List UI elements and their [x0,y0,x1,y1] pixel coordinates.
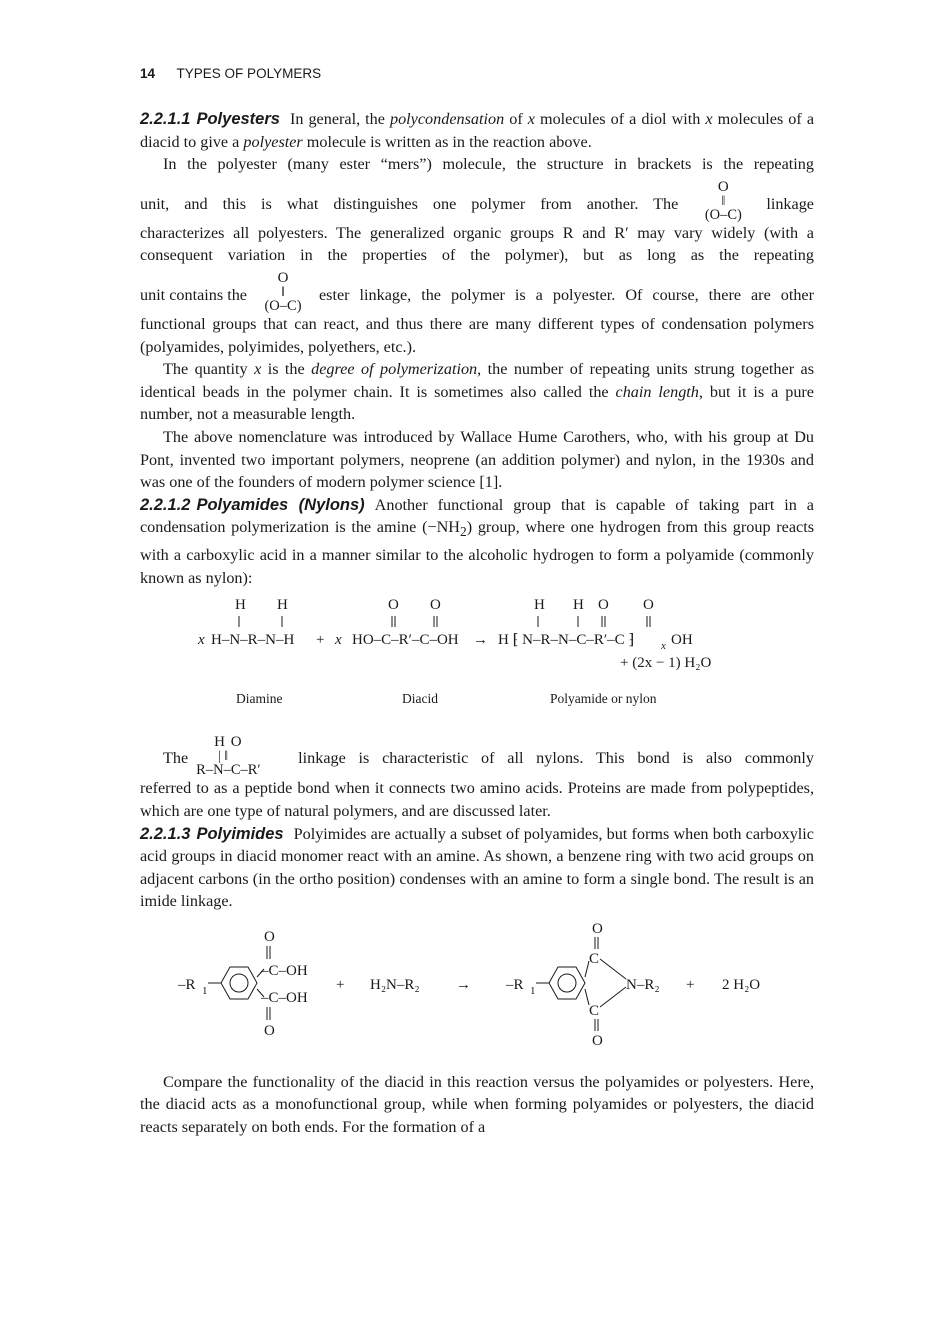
diacid-chain: HO–C–R′–C–OH [352,632,459,649]
polyesters-linkage-line: unit, and this is what distinguishes one polymer from another. The O ‖ (O–C) linkage [140,178,814,223]
polyesters-paragraph-2-continued: characterizes all polyesters. The generalized organic groups R and R′ may vary widely (with a consequent variation in the properties of the polymer), but as long as the repeating [140,223,814,265]
imide-n-r2: N–R₂ [626,976,660,993]
reaction-arrow: → [473,632,488,649]
section-heading-polyimides: 2.2.1.3 Polyimides [140,824,284,843]
product-subscript-x: x [661,640,666,653]
polyesters-paragraph-2-end: functional groups that can react, and thus there are many different types of condensation polymers (polyamides, polyimides, polyethers, etc.). [140,314,814,356]
page-body [140,108,814,1139]
reactant-r1-subscript: 1 [202,984,208,997]
label-diamine: Diamine [236,691,283,707]
imide-c-lower: C [589,1002,600,1019]
label-diacid: Diacid [402,691,438,707]
carboxyl-group-lower: –C–OH [261,989,308,1006]
amide-linkage-formula: H O | ‖ R–N–C–R′ [196,734,261,779]
product-r1: –R [506,976,524,993]
amide-linkage-line: The H O | ‖ R–N–C–R′ linkage is characteristic of all nylons. This bond is also commonly [163,734,814,779]
polyesters-paragraph-4: The above nomenclature was introduced by Wallace Hume Carothers, who, with his group at Du Pont, invented two important polymers, neoprene (an addition polymer) and nylon, in the 1930s and was one of the founders of modern polymer science [1]. [140,427,814,492]
ester-linkage-formula-2: O ‖ (O–C) [264,269,302,314]
product-h-1: H [534,597,545,614]
benzene-ring-product [549,967,585,999]
product-o-2: O [643,597,654,614]
plus-sign: + [316,632,325,649]
product-h-2: H [573,597,584,614]
diacid-o-1: O [388,597,399,614]
polyimide-reaction-equation [140,919,814,1051]
carboxyl-group-upper: –C–OH [261,962,308,979]
polyamide-reaction-equation [140,589,814,721]
ester-linkage-formula: O ‖ (O–C) [704,178,742,223]
product-r1-subscript: 1 [530,984,536,997]
coefficient-x-1: x [198,632,205,649]
reactant-r1: –R [178,976,196,993]
polyamides-paragraph-1: 2.2.1.2 Polyamides (Nylons) Another functional group that is capable of taking part in a condensation polymerization is the amine $(-NH_2)$ group, where one hydrogen from this group reacts with a carboxylic acid in a manner similar to the alcoholic hydrogen to form a polyamide (commonly known as nylon): [140,495,814,587]
product-o-1: O [598,597,609,614]
polyesters-paragraph-1: 2.2.1.1 Polyesters In general, the polycondensation of x molecules of a diol with x molecules of a diacid to give a polyester molecule is written as in the reaction above. [140,110,815,151]
amine-reactant: H₂N–R₂ [370,976,420,993]
product-chain: H ⁅ N–R–N–C–R′–C ⁆ [498,632,635,649]
polyesters-paragraph-3: The quantity x is the degree of polymerization, the number of repeating units strung together as identical beads in the polymer chain. It is sometimes also called the chain length, but it is a pure number, not a measurable length. [140,360,815,424]
imide-c-upper: C [589,950,600,967]
diacid-o-2: O [430,597,441,614]
polyamides-paragraph-2-continued: referred to as a peptide bond when it connects two amino acids. Proteins are made from polypeptides, which are one type of natural polymers, and are discussed later. [140,779,814,820]
section-heading-polyamides: 2.2.1.2 Polyamides (Nylons) [140,495,365,514]
product-end-oh: OH [671,632,693,649]
carbonyl-o-lower: O [264,1022,275,1039]
page-header [140,66,321,81]
plus-sign-1: + [336,976,345,993]
diamine-h-1: H [235,597,246,614]
polyimides-paragraph-2: Compare the functionality of the diacid in this reaction versus the polyamides or polyesters. Here, the diacid acts as a monofunctional group, while when forming polyamides or polyesters, the diacid reacts separately on both ends. For the formation of a [140,1072,814,1137]
section-heading-polyesters: 2.2.1.1 Polyesters [140,110,280,128]
polyesters-unit-line: unit contains the O ‖ (O–C) ester linkage, the polymer is a polyester. Of course, there are other [140,269,814,314]
polyesters-paragraph-2-line-1: In the polyester (many ester “mers”) molecule, the structure in brackets is the repeating [163,155,814,174]
running-title: TYPES OF POLYMERS [176,66,322,81]
water-byproduct: + (2x − 1) H₂O [620,655,712,672]
imide-o-upper: O [592,920,603,937]
page-number: 14 [140,66,156,81]
reaction-arrow-imide: → [456,976,471,993]
diamine-h-2: H [277,597,288,614]
plus-sign-2: + [686,976,695,993]
imide-o-lower: O [592,1032,603,1049]
label-polyamide: Polyamide or nylon [550,691,657,707]
water-product: 2 H₂O [722,976,761,993]
diamine-chain: H–N–R–N–H [211,632,295,649]
benzene-ring-reactant [221,967,257,999]
carbonyl-o-upper: O [264,928,275,945]
coefficient-x-2: x [335,632,342,649]
polyimides-paragraph-1: 2.2.1.3 Polyimides Polyimides are actually a subset of polyamides, but forms when both carboxylic acid groups in diacid monomer react with an amine. As shown, a benzene ring with two acid groups on adjacent carbons (in the ortho position) condenses with an amine to form a single bond. The result is an imide linkage. [140,824,814,911]
